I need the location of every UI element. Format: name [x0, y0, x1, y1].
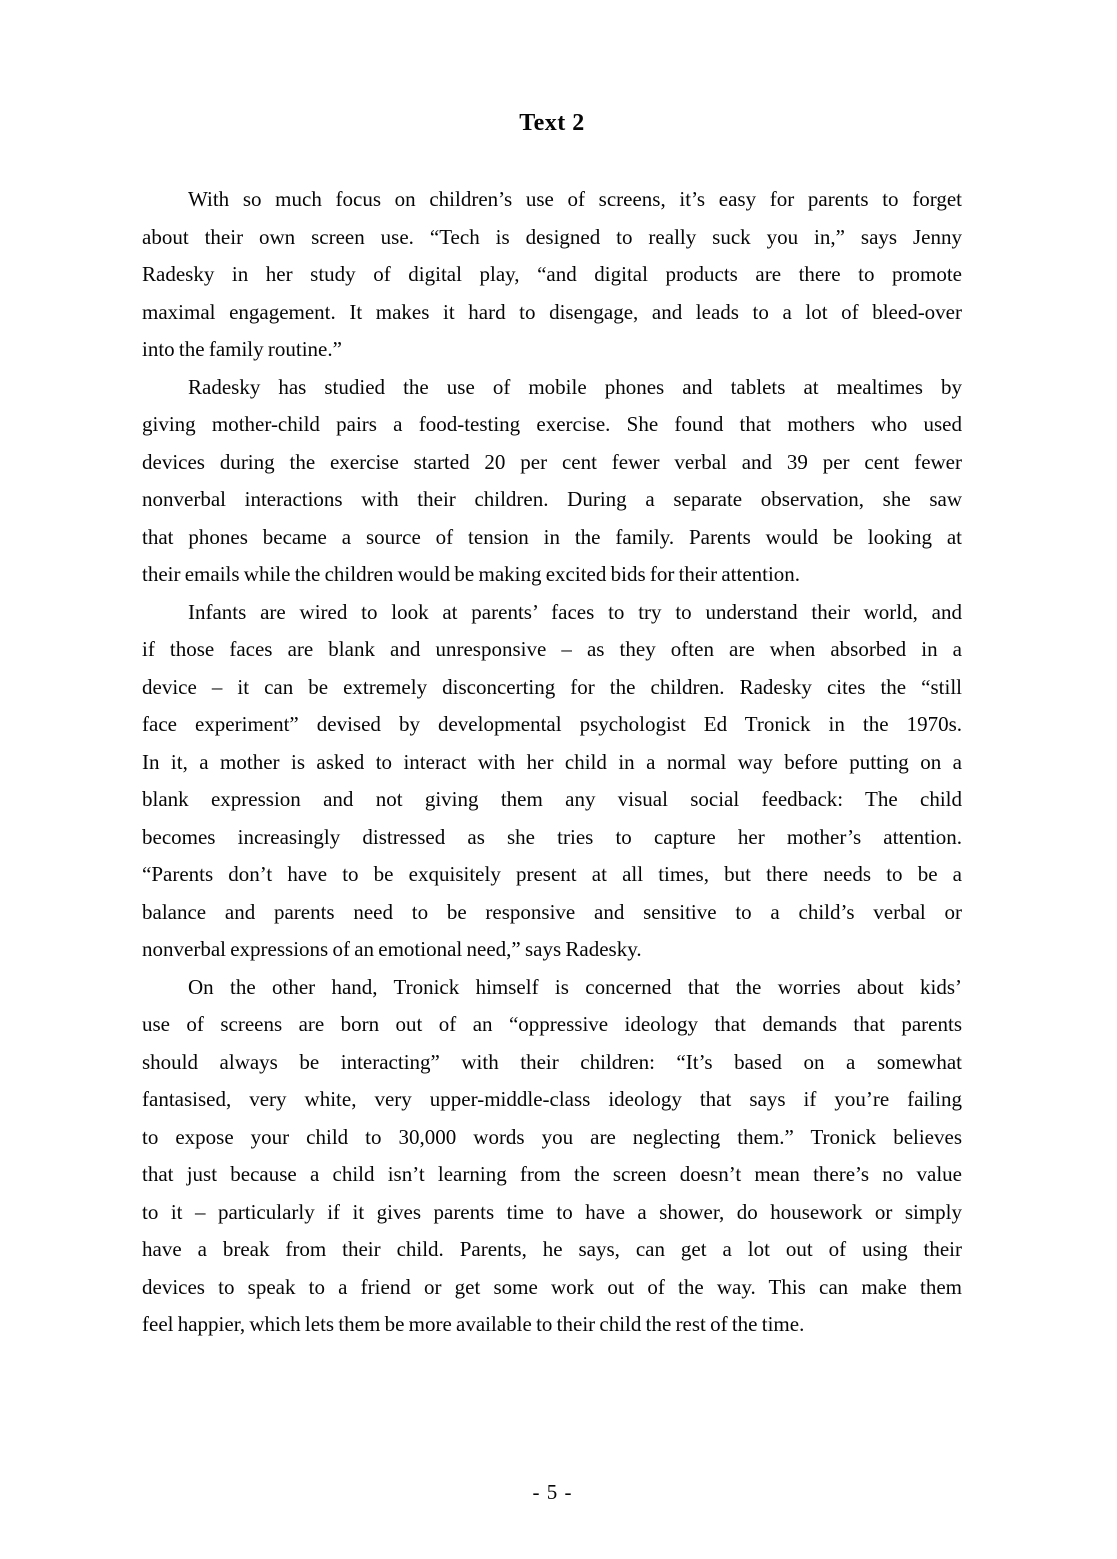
text-line: becomes increasingly distressed as she tries to capture her mother’s attention. [142, 824, 962, 849]
text-line: if those faces are blank and unresponsive – as they often are when absorbed in a [142, 637, 962, 661]
page-number: - 5 - [532, 1480, 572, 1504]
text-line: devices during the exercise started 20 per cent fewer verbal and 39 per cent fewer [142, 449, 962, 474]
text-line: about their own screen use. “Tech is designed to really suck you in,” says Jenny [142, 224, 962, 249]
text-line: into the family routine.” [142, 337, 342, 361]
text-line: nonverbal interactions with their children. During a separate observation, she saw [142, 487, 962, 511]
text-line: With so much focus on children’s use of screens, it’s easy for parents to forget [188, 187, 962, 211]
text-line: face experiment” devised by developmental psychologist Ed Tronick in the 1970s. [142, 712, 962, 736]
paragraph [142, 594, 962, 969]
text-line: Radesky in her study of digital play, “and digital products are there to promote [142, 262, 962, 286]
text-line: giving mother-child pairs a food-testing exercise. She found that mothers who used [142, 412, 962, 436]
text-line: should always be interacting” with their children: “It’s based on a somewhat [142, 1049, 962, 1074]
text-line: In it, a mother is asked to interact with her child in a normal way before putting on a [142, 749, 962, 774]
text-line: have a break from their child. Parents, he says, can get a lot out of using their [142, 1237, 962, 1261]
text-line: to it – particularly if it gives parents time to have a shower, do housework or simply [142, 1199, 962, 1224]
text-line: Infants are wired to look at parents’ faces to try to understand their world, and [188, 599, 962, 624]
text-line: feel happier, which lets them be more available to their child the rest of the time. [142, 1312, 805, 1336]
text-line: maximal engagement. It makes it hard to disengage, and leads to a lot of bleed-over [142, 299, 962, 324]
text-line: “Parents don’t have to be exquisitely present at all times, but there needs to be a [142, 862, 962, 886]
paragraph [142, 969, 962, 1344]
text-line: devices to speak to a friend or get some work out of the way. This can make them [142, 1274, 962, 1299]
paragraph [142, 369, 962, 594]
text-line: blank expression and not giving them any visual social feedback: The child [142, 787, 962, 811]
text-line: fantasised, very white, very upper-middle-class ideology that says if you’re failing [142, 1087, 962, 1111]
text-line: device – it can be extremely disconcerting for the children. Radesky cites the “still [142, 674, 962, 699]
text-line: nonverbal expressions of an emotional need,” says Radesky. [142, 937, 642, 961]
text-line: balance and parents need to be responsive and sensitive to a child’s verbal or [142, 899, 962, 924]
paragraph [142, 181, 962, 369]
text-line: use of screens are born out of an “oppressive ideology that demands that parents [142, 1012, 962, 1036]
document-body [142, 181, 962, 1344]
text-line: Radesky has studied the use of mobile phones and tablets at mealtimes by [188, 374, 962, 399]
text-line: to expose your child to 30,000 words you are neglecting them.” Tronick believes [142, 1124, 962, 1149]
text-line: that just because a child isn’t learning from the screen doesn’t mean there’s no value [142, 1162, 962, 1186]
text-line: their emails while the children would be making excited bids for their attention. [142, 562, 801, 586]
text-line: On the other hand, Tronick himself is concerned that the worries about kids’ [188, 974, 962, 999]
page-title: Text 2 [519, 110, 585, 136]
text-line: that phones became a source of tension in the family. Parents would be looking at [142, 524, 962, 549]
